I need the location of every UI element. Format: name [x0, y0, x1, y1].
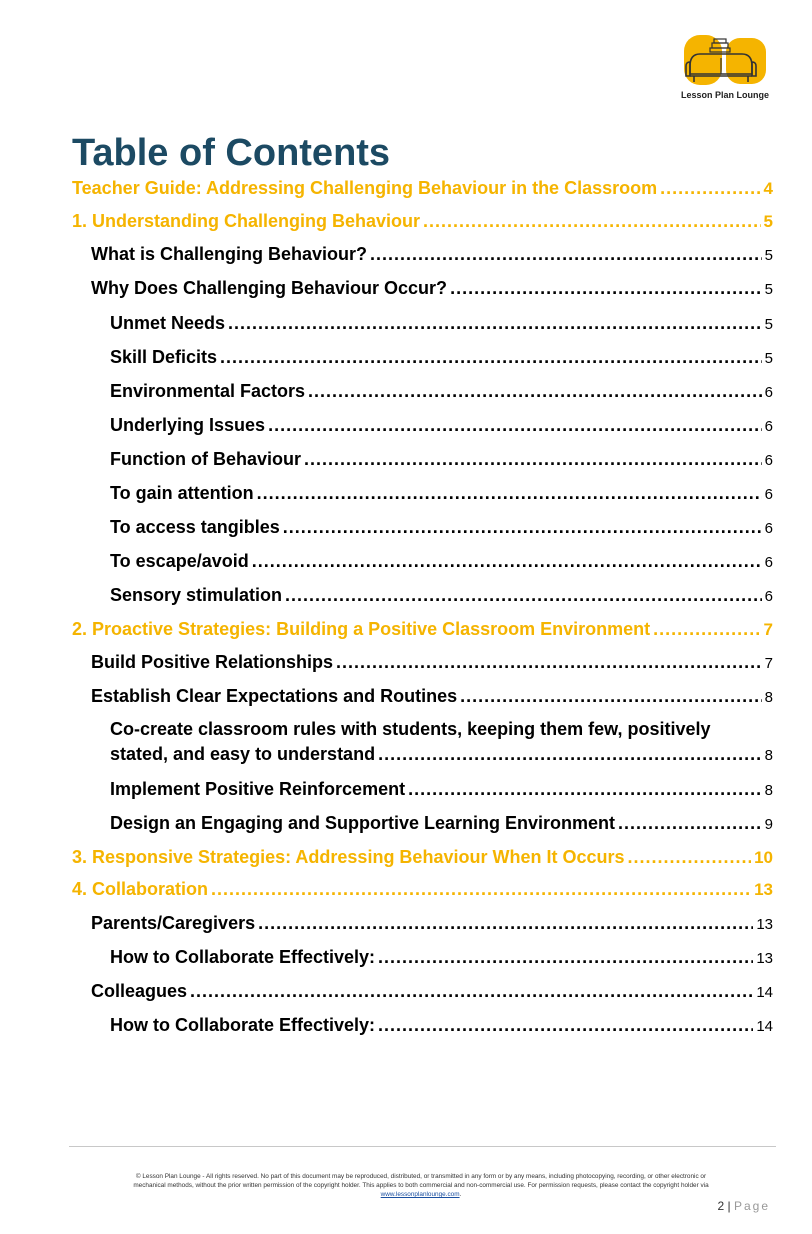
toc-entry-page: 8	[764, 782, 773, 799]
toc-leader	[228, 312, 762, 334]
toc-entry-page: 8	[764, 747, 773, 764]
toc-entry[interactable]	[91, 651, 773, 675]
toc-entry[interactable]	[72, 618, 773, 641]
toc-leader	[653, 618, 760, 640]
toc-leader	[450, 277, 762, 299]
toc-leader	[378, 742, 762, 767]
toc-leader	[257, 482, 762, 504]
toc-entry[interactable]	[91, 685, 773, 709]
toc-entry-page: 6	[764, 588, 773, 605]
toc-entry-label: Design an Engaging and Supportive Learning Environment	[110, 813, 616, 833]
toc-leader	[336, 651, 762, 673]
toc-entry[interactable]	[110, 717, 773, 768]
toc-entry-page: 6	[764, 486, 773, 503]
toc-entry-label: Colleagues	[91, 981, 188, 1001]
toc-leader	[308, 380, 762, 402]
toc-entry-label: Unmet Needs	[110, 313, 226, 333]
toc-leader	[211, 878, 751, 900]
toc-entry[interactable]	[110, 778, 773, 802]
toc-entry-label-line1: Co-create classroom rules with students, keeping them few, positively	[110, 719, 711, 739]
toc-entry[interactable]	[91, 980, 773, 1004]
toc-entry[interactable]	[110, 550, 773, 574]
toc-entry-label: How to Collaborate Effectively:	[110, 1015, 376, 1035]
toc-leader	[378, 1014, 753, 1036]
toc-leader	[220, 346, 762, 368]
toc-entry-label: Parents/Caregivers	[91, 913, 256, 933]
toc-entry[interactable]	[72, 846, 773, 869]
toc-leader	[190, 980, 753, 1002]
toc-entry-label: What is Challenging Behaviour?	[91, 244, 368, 264]
toc-entry-page: 7	[763, 620, 773, 639]
toc-leader	[618, 812, 762, 834]
toc-entry-label: Underlying Issues	[110, 415, 266, 435]
toc-entry-page: 9	[764, 816, 773, 833]
toc-entry-page: 5	[764, 281, 773, 298]
page-word: Page	[733, 1199, 770, 1213]
copyright-line2: mechanical methods, without the prior written permission of the copyright holder. This applies to both commercial and non-commercial use. For permission requests, please contact the copyright holder via	[133, 1182, 709, 1189]
toc-leader	[370, 243, 762, 265]
toc-entry-page: 6	[764, 520, 773, 537]
toc-leader	[258, 912, 753, 934]
toc-entry[interactable]	[110, 946, 773, 970]
toc-entry-page: 5	[763, 212, 773, 231]
toc-entry[interactable]	[110, 448, 773, 472]
toc-entry[interactable]	[110, 346, 773, 370]
toc-entry-line2	[110, 742, 773, 768]
toc-entry-page: 14	[756, 1018, 773, 1035]
toc-entry-page: 14	[756, 984, 773, 1001]
copyright-line3	[72, 1190, 770, 1199]
toc-entry-page: 10	[754, 848, 773, 867]
page-title: Table of Contents	[72, 132, 391, 174]
toc-entry-page: 6	[764, 554, 773, 571]
toc-entry[interactable]	[91, 912, 773, 936]
toc-leader	[252, 550, 762, 572]
toc-entry-page: 5	[764, 247, 773, 264]
toc-entry-label: Build Positive Relationships	[91, 652, 334, 672]
toc-entry[interactable]	[72, 210, 773, 233]
logo-text: Lesson Plan Lounge	[680, 90, 769, 100]
toc-entry[interactable]	[110, 1014, 773, 1038]
toc-entry[interactable]	[110, 312, 773, 336]
toc-entry[interactable]	[110, 584, 773, 608]
toc-entry-label: Sensory stimulation	[110, 585, 283, 605]
toc-entry[interactable]	[72, 878, 773, 901]
toc-entry[interactable]	[110, 482, 773, 506]
toc-entry-page: 13	[756, 950, 773, 967]
toc-entry-page: 8	[764, 689, 773, 706]
toc-entry-label: To gain attention	[110, 483, 254, 503]
toc-entry-page: 5	[764, 350, 773, 367]
toc-entry[interactable]	[110, 812, 773, 836]
toc-leader	[268, 414, 762, 436]
toc-entry-page: 5	[764, 316, 773, 333]
toc-entry[interactable]	[110, 380, 773, 404]
toc-leader	[285, 584, 762, 606]
toc-entry-label: 3. Responsive Strategies: Addressing Behaviour When It Occurs	[72, 847, 625, 867]
toc-entry-label: Implement Positive Reinforcement	[110, 779, 406, 799]
page-number-separator: |	[727, 1199, 731, 1213]
toc-leader	[460, 685, 762, 707]
toc-entry-label: Function of Behaviour	[110, 449, 301, 469]
toc-entry-label: Environmental Factors	[110, 381, 306, 401]
page-number-value: 2	[717, 1199, 725, 1213]
toc-entry[interactable]	[91, 277, 773, 301]
copyright-notice	[72, 1172, 770, 1199]
toc-leader	[304, 448, 762, 470]
toc-entry-page: 7	[764, 655, 773, 672]
toc-entry-label: Skill Deficits	[110, 347, 218, 367]
toc-leader	[423, 210, 760, 232]
toc-entry-label: Teacher Guide: Addressing Challenging Behaviour in the Classroom	[72, 178, 658, 198]
toc-entry[interactable]	[110, 516, 773, 540]
toc-entry-label: To escape/avoid	[110, 551, 249, 571]
footer-divider	[69, 1146, 776, 1147]
toc-entry-page: 13	[754, 880, 773, 899]
toc-leader	[283, 516, 762, 538]
toc-entry-label: To access tangibles	[110, 517, 280, 537]
toc-leader	[660, 177, 760, 199]
copyright-line1: © Lesson Plan Lounge - All rights reserved. No part of this document may be reproduced, distributed, or transmitted in any form or by any means, including photocopying, recording, or other electronic or	[135, 1173, 707, 1180]
toc-entry-page: 6	[764, 418, 773, 435]
toc-entry[interactable]	[72, 177, 773, 200]
link-suffix: .	[459, 1191, 462, 1198]
page-number	[717, 1199, 770, 1213]
toc-leader	[378, 946, 753, 968]
toc-entry-label: Establish Clear Expectations and Routines	[91, 686, 458, 706]
toc-entry-label: How to Collaborate Effectively:	[110, 947, 376, 967]
toc-leader	[408, 778, 762, 800]
toc-entry-page: 4	[763, 179, 773, 198]
toc-entry-page: 6	[764, 452, 773, 469]
toc-entry-page: 13	[756, 916, 773, 933]
toc-entry-page: 6	[764, 384, 773, 401]
toc-entry-label: 2. Proactive Strategies: Building a Positive Classroom Environment	[72, 619, 651, 639]
toc-entry-label: 1. Understanding Challenging Behaviour	[72, 211, 421, 231]
toc-entry-label: 4. Collaboration	[72, 879, 209, 899]
toc-entry[interactable]	[110, 414, 773, 438]
toc-entry[interactable]	[91, 243, 773, 267]
website-link[interactable]: www.lessonplanlounge.com	[380, 1191, 460, 1198]
toc-entry-label: Why Does Challenging Behaviour Occur?	[91, 278, 448, 298]
toc-entry-label-line2: stated, and easy to understand	[110, 744, 376, 764]
toc-leader	[627, 846, 751, 868]
